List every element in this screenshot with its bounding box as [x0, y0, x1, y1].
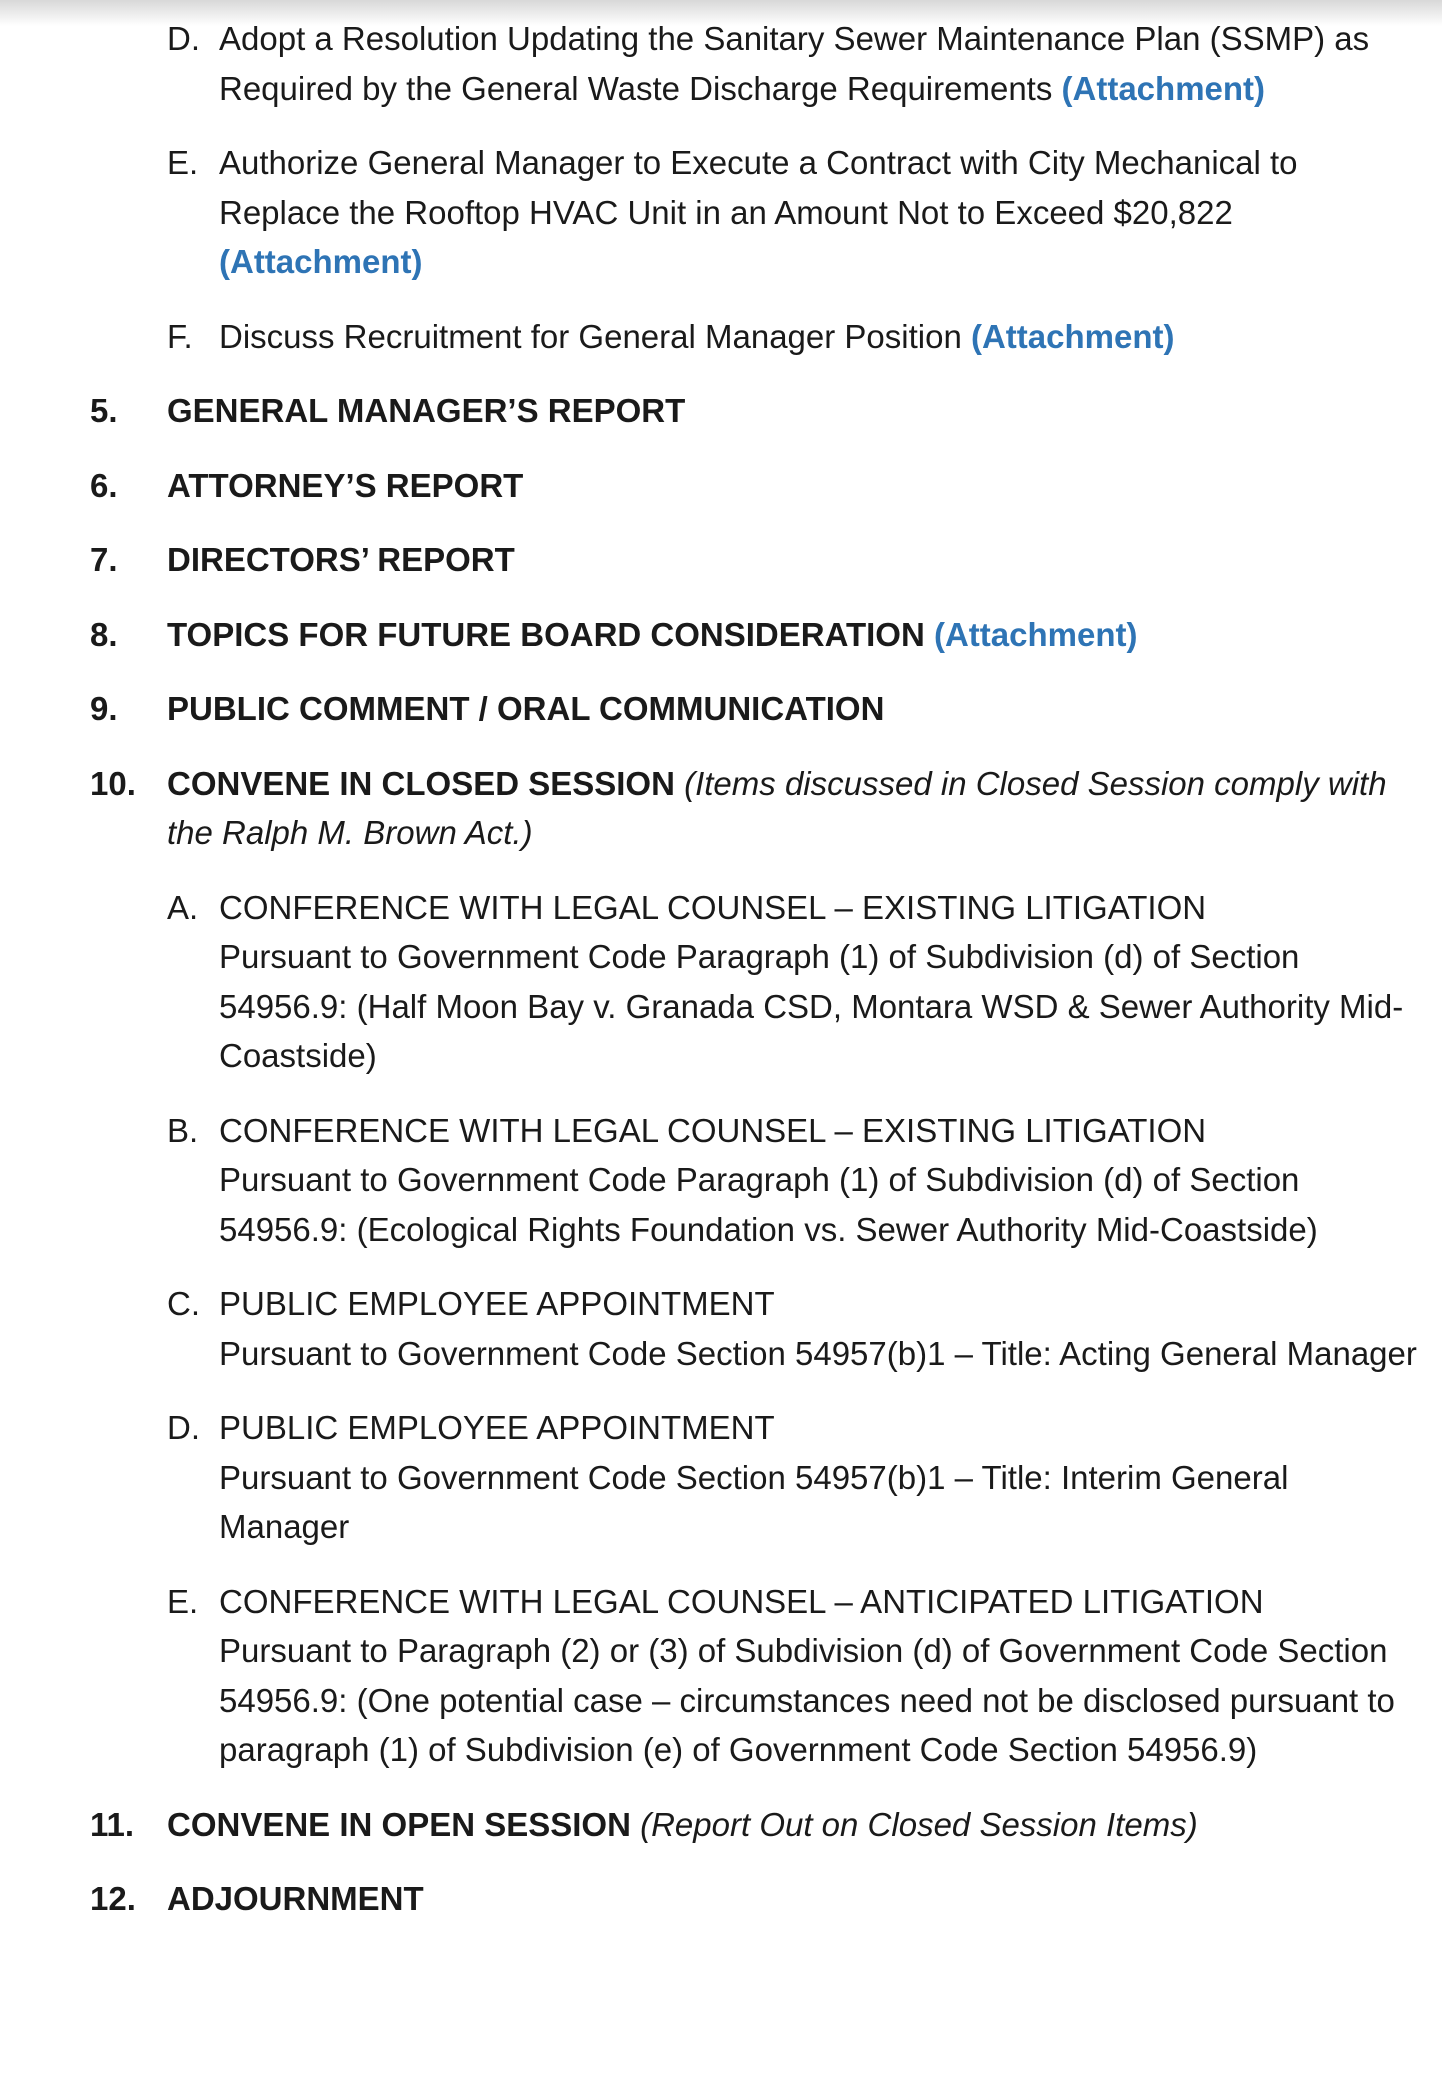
- attachment-link[interactable]: (Attachment): [219, 243, 423, 280]
- subitem-letter: E.: [167, 144, 199, 181]
- closed-session-body: Pursuant to Government Code Paragraph (1) of Subdivision (d) of Section 54956.9: (Half Moon Bay v. Granada CSD, Montara WSD & Sewer Authority Mid-Coastside): [219, 938, 1404, 1074]
- item-number: 6.: [90, 466, 118, 504]
- closed-session-heading: PUBLIC EMPLOYEE APPOINTMENT: [219, 1409, 775, 1446]
- item-note: (Report Out on Closed Session Items): [640, 1805, 1198, 1843]
- item-title: PUBLIC COMMENT / ORAL COMMUNICATION: [167, 690, 885, 727]
- subitem-letter: B.: [167, 1111, 199, 1149]
- item-title: CONVENE IN CLOSED SESSION: [167, 764, 675, 802]
- agenda-item-6: [90, 461, 1427, 511]
- closed-session-heading: CONFERENCE WITH LEGAL COUNSEL – EXISTING LITIGATION: [219, 888, 1207, 926]
- agenda-item-10: [90, 759, 1427, 858]
- agenda-item-9: [90, 684, 1427, 734]
- closed-session-item-b: [167, 1106, 1419, 1255]
- subitem-letter: F.: [167, 317, 193, 355]
- item-title: GENERAL MANAGER’S REPORT: [167, 392, 686, 429]
- subitem-letter: A.: [167, 888, 199, 926]
- closed-session-body: Pursuant to Government Code Paragraph (1) of Subdivision (d) of Section 54956.9: (Ecological Rights Foundation vs. Sewer Authority Mid-Coastside): [219, 1161, 1318, 1248]
- item-number: 9.: [90, 690, 118, 727]
- attachment-link[interactable]: (Attachment): [970, 317, 1175, 355]
- attachment-link[interactable]: (Attachment): [1061, 69, 1266, 107]
- agenda-item-11: [90, 1800, 1427, 1850]
- attachment-link[interactable]: (Attachment): [933, 615, 1138, 653]
- item-number: 7.: [90, 541, 118, 578]
- agenda-item-12: [90, 1874, 1427, 1924]
- item-number: 12.: [90, 1880, 136, 1917]
- closed-session-item-c: [167, 1279, 1419, 1378]
- closed-session-heading: PUBLIC EMPLOYEE APPOINTMENT: [219, 1285, 775, 1322]
- agenda-item-8: [90, 610, 1427, 660]
- closed-session-item-d: [167, 1403, 1419, 1552]
- closed-session-heading: CONFERENCE WITH LEGAL COUNSEL – EXISTING LITIGATION: [219, 1111, 1207, 1149]
- agenda-subitem-f: [167, 312, 1424, 362]
- subitem-letter: D.: [167, 1409, 200, 1446]
- closed-session-body: Pursuant to Paragraph (2) or (3) of Subdivision (d) of Government Code Section 54956.9: (One potential case – circumstances need not be disclosed pursuant to paragraph (1) of Subdivision (e) of Government Code Section 54956.9): [219, 1632, 1395, 1768]
- closed-session-item-e: [167, 1577, 1419, 1775]
- subitem-letter: E.: [167, 1582, 199, 1620]
- item-note: (Items discussed in Closed Session comply with the Ralph M. Brown Act.): [167, 764, 1387, 851]
- item-title: ATTORNEY’S REPORT: [167, 466, 524, 504]
- closed-session-body: Pursuant to Government Code Section 54957(b)1 – Title: Interim General Manager: [219, 1458, 1289, 1545]
- closed-session-body: Pursuant to Government Code Section 54957(b)1 – Title: Acting General Manager: [219, 1334, 1417, 1372]
- item-number: 8.: [90, 615, 118, 653]
- agenda-document: [0, 14, 1442, 1949]
- agenda-item-5: [90, 386, 1427, 436]
- item-title: ADJOURNMENT: [167, 1880, 424, 1917]
- agenda-subitem-e: [167, 138, 1424, 287]
- item-number: 5.: [90, 392, 118, 429]
- subitem-letter: D.: [167, 20, 200, 57]
- item-number: 11.: [90, 1805, 135, 1843]
- closed-session-heading: CONFERENCE WITH LEGAL COUNSEL – ANTICIPATED LITIGATION: [219, 1582, 1264, 1620]
- subitem-text: Adopt a Resolution Updating the Sanitary Sewer Maintenance Plan (SSMP) as Required by the General Waste Discharge Requirements: [219, 20, 1370, 107]
- item-title: DIRECTORS’ REPORT: [167, 541, 515, 578]
- subitem-text: Discuss Recruitment for General Manager Position: [219, 317, 962, 355]
- item-title: TOPICS FOR FUTURE BOARD CONSIDERATION: [167, 615, 925, 653]
- item-number: 10.: [90, 764, 136, 802]
- agenda-item-7: [90, 535, 1427, 585]
- item-title: CONVENE IN OPEN SESSION: [167, 1805, 631, 1843]
- subitem-text: Authorize General Manager to Execute a Contract with City Mechanical to Replace the Rooftop HVAC Unit in an Amount Not to Exceed $20,822: [219, 144, 1298, 231]
- agenda-subitem-d: [167, 14, 1424, 113]
- subitem-letter: C.: [167, 1285, 200, 1322]
- closed-session-item-a: [167, 883, 1419, 1081]
